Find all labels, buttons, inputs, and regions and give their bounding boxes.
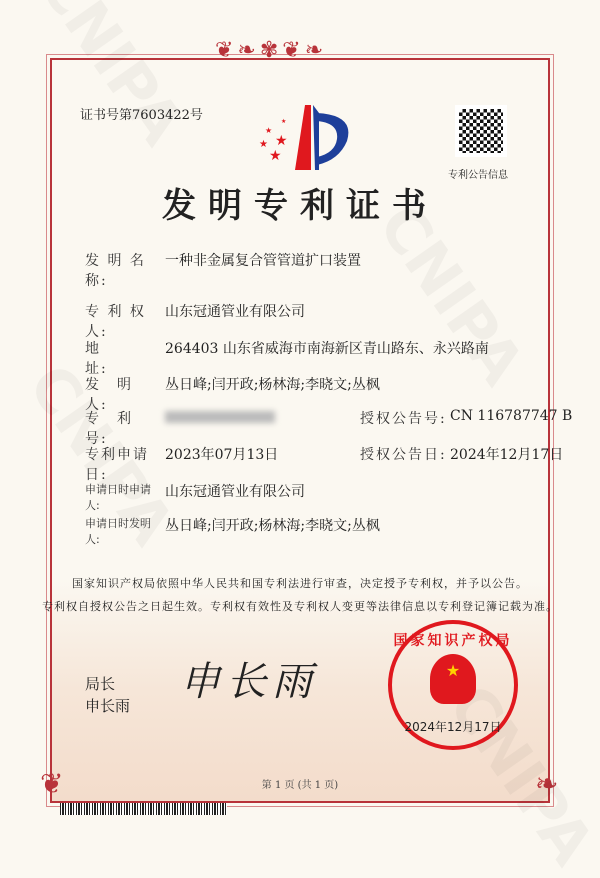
svg-text:★: ★	[259, 139, 268, 150]
svg-text:★: ★	[281, 118, 287, 125]
field-address: 地 址: 264403 山东省威海市南海新区青山路东、永兴路南	[85, 341, 489, 377]
national-emblem-icon: ★	[430, 654, 476, 704]
field-applicant-at-filing: 申请日时申请人: 山东冠通管业有限公司	[85, 483, 305, 512]
corner-ornament: ❧	[535, 767, 559, 800]
cnipa-logo	[255, 105, 355, 179]
field-inventor-at-filing: 申请日时发明人: 丛日峰;闫开政;杨林海;李晓文;丛枫	[85, 517, 380, 546]
field-inventors: 发 明 人: 丛日峰;闫开政;杨林海;李晓文;丛枫	[85, 377, 380, 413]
official-seal: 国家知识产权局 ★ 2024年12月17日	[388, 620, 518, 750]
page-info: 第 1 页 (共 1 页)	[261, 780, 339, 791]
field-patentee: 专 利 权 人: 山东冠通管业有限公司	[85, 304, 305, 340]
statement-line-2: 专利权自授权公告之日起生效。专利权有效性及专利权人变更等法律信息以专利登记簿记载为准。	[42, 600, 558, 613]
field-invention-name: 发 明 名 称: 一种非金属复合管管道扩口装置	[85, 253, 361, 289]
svg-text:★: ★	[269, 148, 282, 164]
qr-label: 专利公告信息	[448, 170, 508, 181]
statement-line-1: 国家知识产权局依照中华人民共和国专利法进行审查，决定授予专利权，并予以公告。	[72, 577, 528, 590]
field-grant-pub-date: 授权公告日: 2024年12月17日	[360, 447, 564, 463]
redacted-patent-number	[165, 411, 275, 423]
svg-text:★: ★	[265, 126, 273, 135]
top-ornament: ❦❧✾❦❧	[215, 38, 328, 63]
certificate-number: 证书号第7603422号	[80, 108, 203, 123]
field-filing-date: 专利申请日: 2023年07月13日	[85, 447, 279, 483]
field-grant-pub-no: 授权公告号: CN 116787747 B	[360, 408, 573, 427]
barcode	[60, 803, 227, 815]
director-name: 申长雨	[85, 697, 131, 715]
svg-text:★: ★	[275, 133, 288, 149]
certificate-title: 发明专利证书	[162, 186, 438, 226]
director-signature: 申长雨	[180, 659, 318, 705]
qr-code[interactable]	[455, 105, 507, 157]
director-title: 局长	[85, 675, 116, 693]
corner-ornament: ❦	[40, 767, 64, 800]
field-patent-number: 专 利 号:	[85, 408, 275, 448]
